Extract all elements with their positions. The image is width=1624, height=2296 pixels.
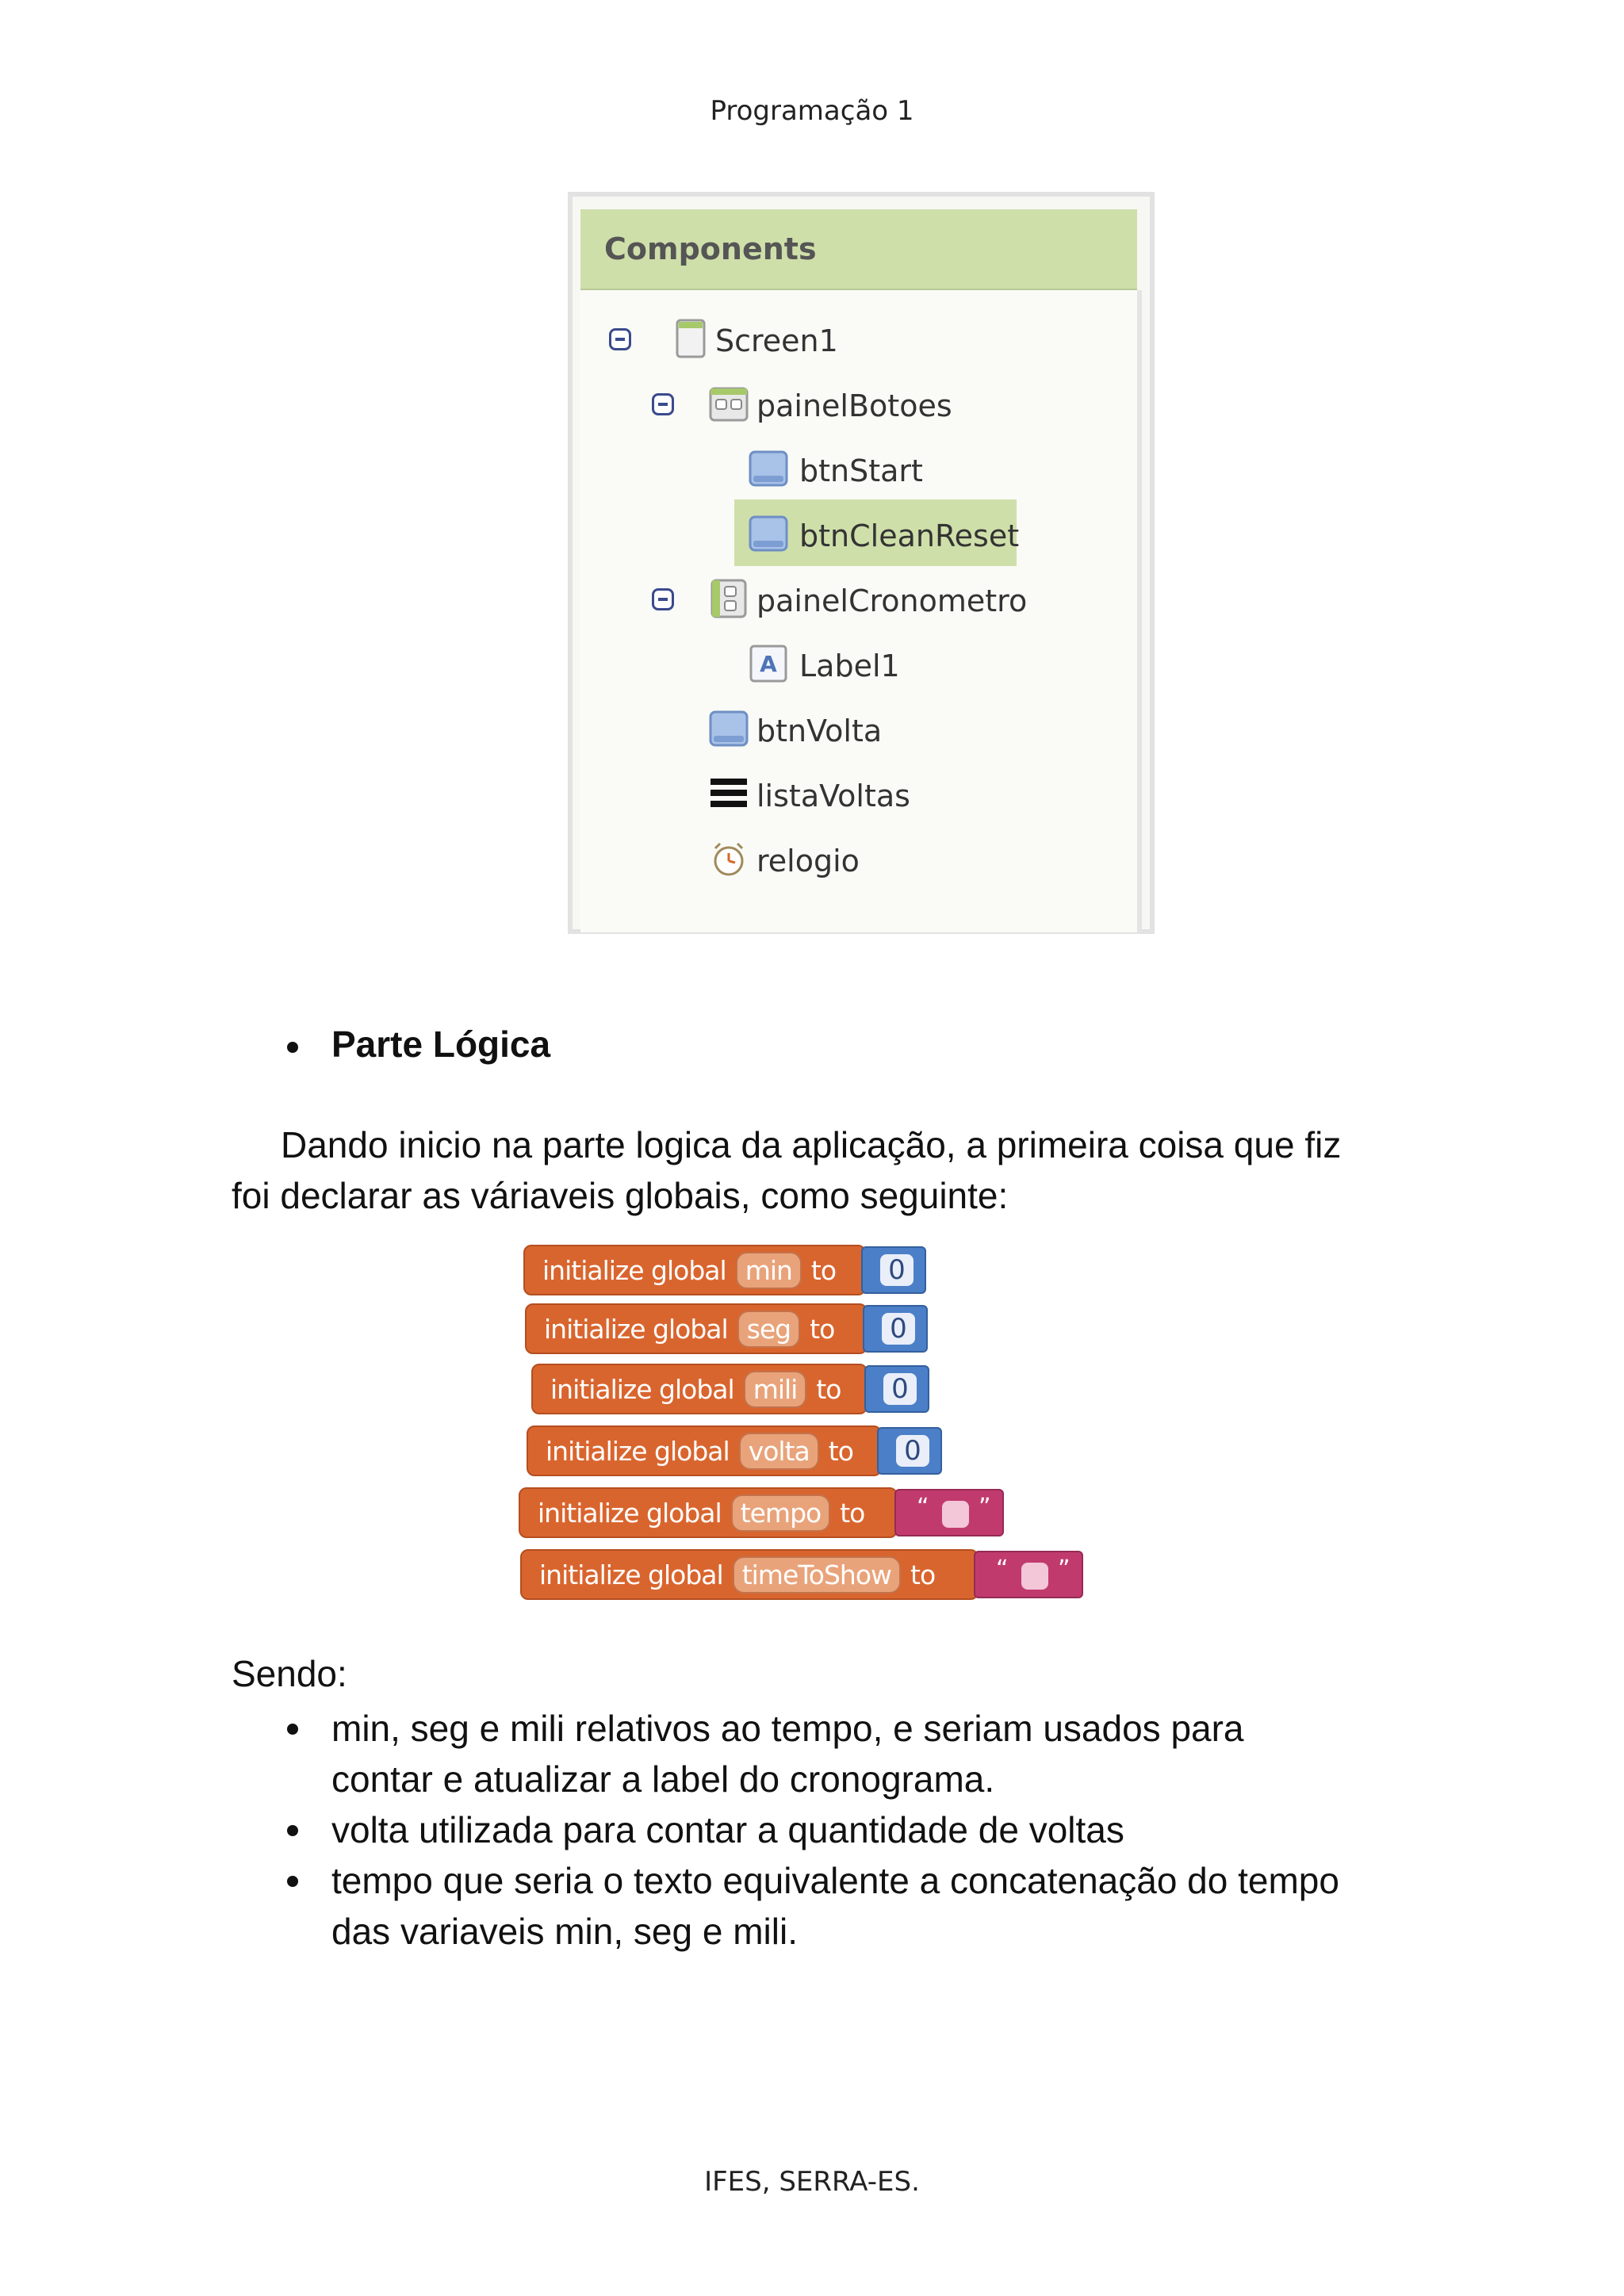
- text-value-field[interactable]: [1021, 1563, 1048, 1590]
- tree-item-label: btnCleanReset: [799, 519, 1020, 553]
- global-variable-block[interactable]: [523, 1245, 866, 1295]
- page-footer: IFES, SERRA-ES.: [704, 2166, 920, 2198]
- bullet-icon: [287, 1876, 298, 1887]
- number-value[interactable]: 0: [882, 1313, 915, 1345]
- tree-item-label: btnVolta: [756, 714, 883, 748]
- block-keyword: initialize global: [539, 1559, 723, 1590]
- collapse-toggle-icon[interactable]: [652, 588, 674, 610]
- list-item: [279, 1804, 1548, 1855]
- list-item-line: volta utilizada para contar a quantidade de voltas: [331, 1809, 1124, 1850]
- paragraph-line: foi declarar as váriaveis globais, como seguinte:: [232, 1175, 1009, 1216]
- block-keyword: initialize global: [546, 1435, 730, 1467]
- tree-item-label: painelCronometro: [756, 584, 1028, 618]
- block-keyword: initialize global: [542, 1254, 726, 1286]
- global-variable-block[interactable]: [520, 1549, 979, 1600]
- bullet-icon: [287, 1042, 298, 1053]
- number-block[interactable]: [864, 1365, 929, 1413]
- list-item-line: tempo que seria o texto equivalente a concatenação do tempo: [331, 1860, 1339, 1901]
- block-keyword: initialize global: [550, 1373, 734, 1405]
- horizontal-arrangement-icon: [709, 384, 749, 423]
- tree-item-label: Label1: [799, 649, 900, 683]
- number-block[interactable]: [861, 1246, 926, 1294]
- list-item-line: das variaveis min, seg e mili.: [331, 1911, 798, 1952]
- collapse-toggle-icon[interactable]: [609, 328, 631, 350]
- list-item-line: contar e atualizar a label do cronograma.: [331, 1758, 995, 1800]
- block-keyword: initialize global: [544, 1313, 728, 1345]
- bullet-icon: [287, 1724, 298, 1735]
- global-variable-block[interactable]: [525, 1303, 868, 1354]
- variable-name[interactable]: volta: [739, 1433, 819, 1470]
- vertical-arrangement-icon: [709, 579, 749, 618]
- variable-name[interactable]: seg: [737, 1311, 800, 1348]
- list-item: [279, 1855, 1548, 1957]
- tree-item-label: btnStart: [799, 453, 923, 488]
- block-keyword: initialize global: [538, 1497, 722, 1529]
- text-block[interactable]: [974, 1551, 1083, 1598]
- number-value[interactable]: 0: [896, 1435, 929, 1467]
- text-block[interactable]: [894, 1489, 1004, 1536]
- components-panel-header: [580, 209, 1137, 290]
- collapse-toggle-icon[interactable]: [652, 393, 674, 415]
- button-icon: [749, 514, 788, 553]
- block-to: to: [840, 1497, 865, 1529]
- button-icon: [749, 449, 788, 488]
- intro-paragraph: [232, 1119, 1421, 1221]
- number-block[interactable]: [863, 1305, 928, 1353]
- variable-name[interactable]: mili: [744, 1371, 807, 1408]
- screen-icon: [671, 319, 710, 358]
- block-to: to: [810, 1254, 837, 1286]
- bullet-icon: [287, 1825, 298, 1836]
- tree-item-label: painelBotoes: [756, 388, 952, 423]
- clock-icon: [709, 839, 749, 878]
- quote-open: “: [996, 1556, 1009, 1583]
- text-value-field[interactable]: [942, 1501, 969, 1528]
- number-block[interactable]: [877, 1427, 942, 1475]
- quote-close: ”: [979, 1494, 991, 1521]
- number-value[interactable]: 0: [880, 1254, 914, 1286]
- tree-item-label: Screen1: [715, 323, 838, 358]
- list-item-line: min, seg e mili relativos ao tempo, e seriam usados para: [331, 1708, 1244, 1749]
- listview-icon: [709, 774, 749, 813]
- block-to: to: [810, 1313, 835, 1345]
- block-to: to: [828, 1435, 853, 1467]
- global-variable-block[interactable]: [527, 1425, 882, 1476]
- explanation-list: [279, 1703, 1548, 1957]
- list-item: [279, 1703, 1548, 1804]
- tree-item-label: relogio: [756, 844, 860, 878]
- variable-name[interactable]: tempo: [731, 1494, 831, 1532]
- button-icon: [709, 709, 749, 748]
- quote-close: ”: [1058, 1556, 1071, 1583]
- block-to: to: [910, 1559, 936, 1590]
- paragraph-line: Dando inicio na parte logica da aplicação, a primeira coisa que fiz: [281, 1124, 1342, 1165]
- number-value[interactable]: 0: [883, 1373, 917, 1405]
- quote-open: “: [917, 1494, 929, 1521]
- tree-item-label: listaVoltas: [756, 779, 910, 813]
- components-title: Components: [604, 232, 817, 266]
- section-heading-text: Parte Lógica: [331, 1024, 551, 1065]
- explanation-intro: Sendo:: [232, 1653, 347, 1694]
- page-header: Programação 1: [710, 95, 914, 127]
- svg-text:A: A: [760, 651, 777, 677]
- block-to: to: [816, 1373, 841, 1405]
- variable-name[interactable]: min: [736, 1252, 802, 1289]
- global-variable-block[interactable]: [531, 1364, 868, 1414]
- variable-name[interactable]: timeToShow: [733, 1556, 901, 1594]
- global-variable-block[interactable]: [519, 1487, 898, 1538]
- label-icon: [749, 644, 788, 683]
